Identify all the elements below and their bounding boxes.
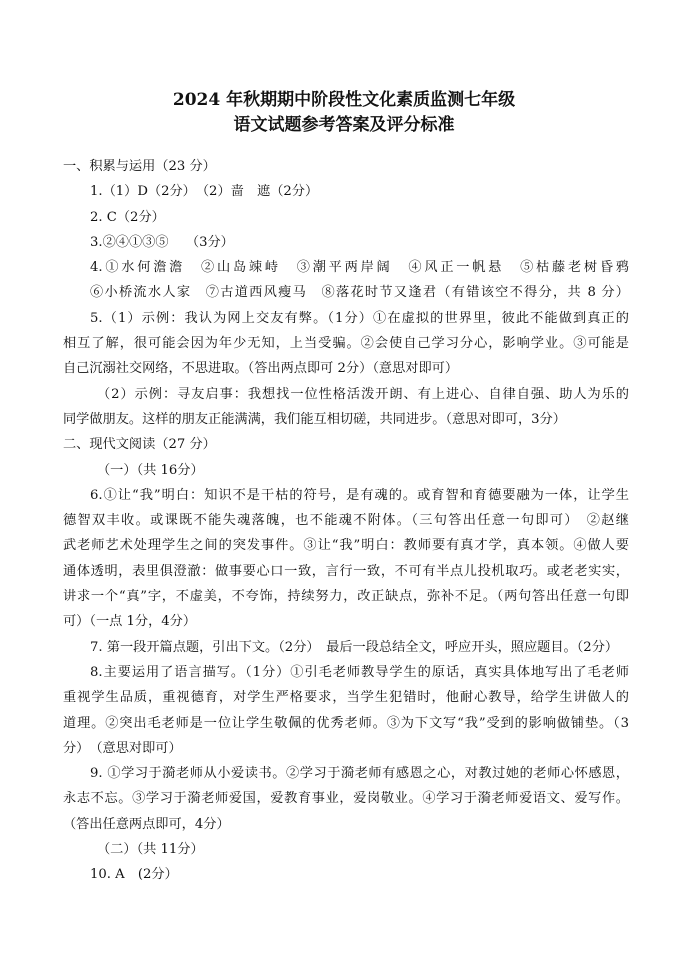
text-line: （二）（共 11分） (97, 842, 204, 858)
answer-body (63, 154, 629, 888)
text-line: （一）（共 16分） (97, 462, 204, 478)
text-line: 2. C（2分） (90, 209, 165, 225)
text-line: 通体透明，表里俱澄澈：做事要心口一致，言行一致，不可有半点儿投机取巧。或老老实实， (63, 563, 629, 579)
section-heading: 二、现代文阅读（27 分） (63, 437, 216, 453)
text-line: 德智双丰收。或课既不能失魂落魄，也不能魂不附体。（三句答出任意一句即可） ②赵继 (63, 513, 629, 529)
text-line: 4.①水何澹澹 ②山岛竦峙 ③潮平两岸阔 ④风正一帆悬 ⑤枯藤老树昏鸦 (90, 260, 629, 276)
text-line: 10. A (2分） (90, 867, 178, 883)
text-line: 1.（1）D（2分） （2）啬 遮（2分） (90, 184, 319, 200)
text-line: 3.②④①③⑤ （3分） (90, 234, 234, 250)
text-line: 9. ①学习于漪老师从小爱读书。②学习于漪老师有感恩之心，对教过她的老师心怀感恩， (90, 766, 629, 782)
text-line: 分） （意思对即可） (63, 740, 182, 756)
document-subtitle: 语文试题参考答案及评分标准 (233, 115, 455, 135)
text-line: 7. 第一段开篇点题，引出下文。（2分） 最后一段总结全文，呼应开头，照应题目。（2分） (90, 639, 619, 655)
document-title: 2024 年秋期期中阶段性文化素质监测七年级 (172, 90, 516, 110)
text-line: 道理。②突出毛老师是一位让学生敬佩的优秀老师。③为下文写“我”受到的影响做铺垫。（3 (63, 715, 629, 731)
text-line: 讲求一个“真”字，不虚美，不夸饰，持续努力，改正缺点，弥补不足。（两句答出任意一句即 (63, 589, 629, 605)
text-line: （答出任意两点即可，4分） (63, 816, 230, 832)
text-line: 相互了解，很可能会因为年少无知，上当受骗。②会使自己学习分心，影响学业。③可能是 (63, 336, 629, 352)
section-heading: 一、积累与运用（23 分） (63, 159, 216, 174)
text-line: 5.（1）示例：我认为网上交友有弊。（1分）①在虚拟的世界里，彼此不能做到真正的 (90, 310, 629, 326)
text-line: 自己沉溺社交网络，不思进取。（答出两点即可 2分）（意思对即可） (63, 361, 459, 377)
text-line: 武老师艺术处理学生之间的突发事件。③让“我”明白：教师要有真才学，真本领。④做人要 (63, 538, 629, 554)
text-line: （2）示例：寻友启事：我想找一位性格活泼开朗、有上进心、自律自强、助人为乐的 (97, 386, 629, 402)
text-line: 可）（一点 1分，4分） (63, 614, 197, 630)
text-line: 6.①让“我”明白：知识不是干枯的符号，是有魂的。或育智和育德要融为一体，让学生 (90, 487, 629, 503)
text-line: 8.主要运用了语言描写。（1分）①引毛老师教导学生的原话，真实具体地写出了毛老师 (90, 664, 629, 680)
text-line: 重视学生品质，重视德育，对学生严格要求，当学生犯错时，他耐心教导，给学生讲做人的 (63, 690, 629, 706)
text-line: 同学做朋友。这样的朋友正能满满，我们能互相切磋，共同进步。（意思对即可，3分） (63, 411, 566, 427)
text-line: 永志不忘。③学习于漪老师爱国，爱教育事业，爱岗敬业。④学习于漪老师爱语文、爱写作。 (63, 791, 629, 807)
text-line: ⑥小桥流水人家 ⑦古道西风瘦马 ⑧落花时节又逢君（有错该空不得分，共 8 分） (90, 285, 629, 301)
